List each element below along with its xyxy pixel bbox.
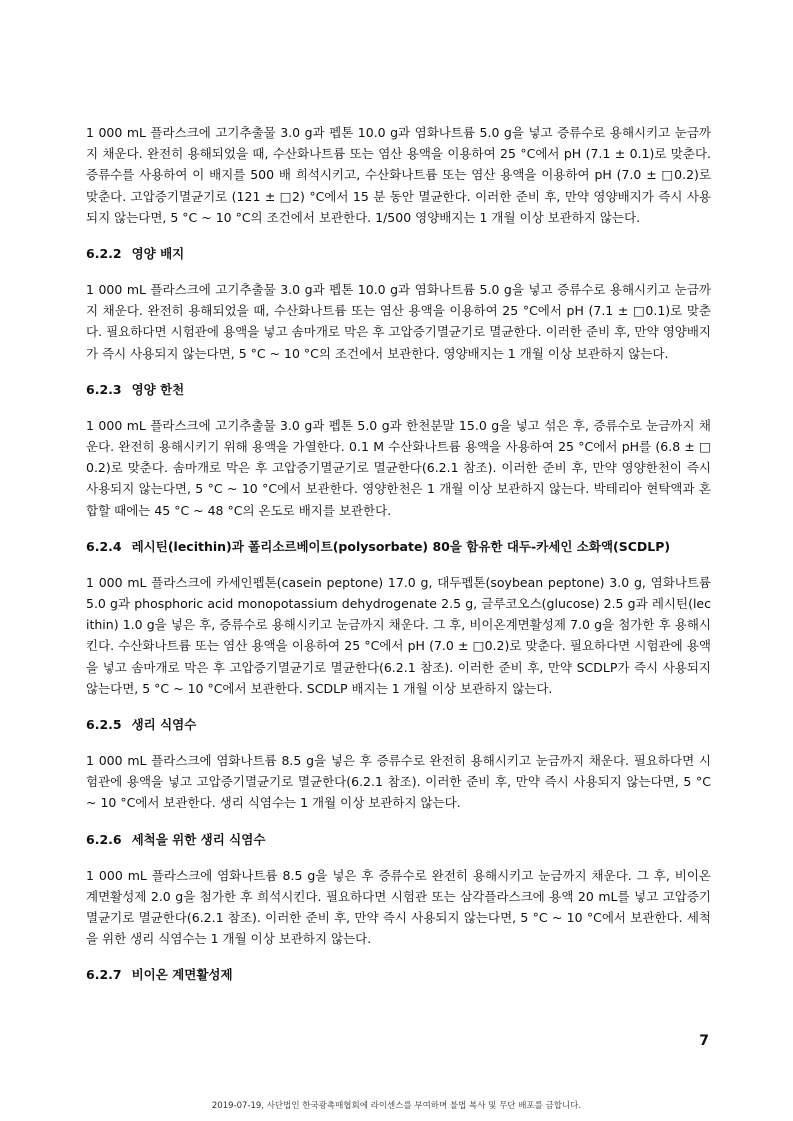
section-heading-6-2-4 <box>86 537 711 557</box>
section-title: 비이온 계면활성제 <box>131 967 233 983</box>
section-number: 6.2.5 <box>86 717 122 733</box>
section-title: 생리 식염수 <box>131 717 197 733</box>
section-title: 영양 배지 <box>131 246 185 262</box>
paragraph-physiological-saline: 1 000 mL 플라스크에 염화나트륨 8.5 g을 넣은 후 증류수로 완전히 용해시키고 눈금까지 채운다. 필요하다면 시험관에 용액을 넣고 고압증기멸균기로 멸균한다(6.2.1 참조). 이러한 준비 후, 만약 즉시 사용되지 않는다면, 5 °C ~ 10 °C에서 보관한다. 생리 식염수는 1 개월 이상 보관하지 않는다. <box>86 753 711 811</box>
section-title: 영양 한천 <box>131 381 185 397</box>
document-body <box>86 122 711 1000</box>
paragraph-washing-saline: 1 000 mL 플라스크에 염화나트륨 8.5 g을 넣은 후 증류수로 완전히 용해시키고 눈금까지 채운다. 그 후, 비이온 계면활성제 2.0 g을 첨가한 후 희석시킨다. 필요하다면 시험관 또는 삼각플라스크에 용액 20 mL를 넣고 고압증기멸균기로 멸균한다(6.2.1 참조). 이러한 준비 후, 만약 즉시 사용되지 않는다면, 5 °C ~ 10 °C에서 보관한다. 세척을 위한 생리 식염수는 1 개월 이상 보관하지 않는다. <box>86 867 711 947</box>
section-title: 세척을 위한 생리 식염수 <box>131 831 266 847</box>
section-number: 6.2.6 <box>86 831 122 847</box>
paragraph-nutrient-broth: 1 000 mL 플라스크에 고기추출물 3.0 g과 펩톤 10.0 g과 염화나트륨 5.0 g을 넣고 증류수로 용해시키고 눈금까지 채운다. 완전히 용해되었을 때, 수산화나트륨 또는 염산 용액을 이용하여 25 °C에서 pH (7.1 ± □0.1)로 맞춘다. 필요하다면 시험관에 용액을 넣고 솜마개로 막은 후 고압증기멸균기로 멸균한다. 이러한 준비 후, 만약 영양배지가 즉시 사용되지 않는다면, 5 °C ~ 10 °C의 조건에서 보관한다. 영양배지는 1 개월 이상 보관하지 않는다. <box>86 282 711 361</box>
section-number: 6.2.3 <box>86 381 122 397</box>
paragraph-scdlp: 1 000 mL 플라스크에 카세인펩톤(casein peptone) 17.0 g, 대두펩톤(soybean peptone) 3.0 g, 염화나트륨 5.0 g과 phosphoric acid monopotassium dehydrogenate 2.5 g, 글루코오스(glucose) 2.5 g과 레시틴(lecithin) 1.0 g을 넣은 후, 증류수로 용해시키고 눈금까지 채운다. 그 후, 비이온계면활성제 7.0 g을 첨가한 후 용해시킨다. 수산화나트륨 또는 염산 용액을 이용하여 25 °C에서 pH (7.0 ± □0.2)로 맞춘다. 필요하다면 시험관에 용액을 넣고 솜마개로 막은 후 고압증기멸균기로 멸균한다(6.2.1 참조). 이러한 준비 후, 만약 SCDLP가 즉시 사용되지 않는다면, 5 °C ~ 10 °C에서 보관한다. SCDLP 배지는 1 개월 이상 보관하지 않는다. <box>86 574 711 696</box>
section-number: 6.2.4 <box>86 538 122 554</box>
section-heading-6-2-7 <box>86 965 711 985</box>
section-heading-6-2-6 <box>86 830 711 850</box>
page-number: 7 <box>699 1033 709 1049</box>
section-title: 레시틴(lecithin)과 폴리소르베이트(polysorbate) 80을 함유한 대두-카세인 소화액(SCDLP) <box>131 538 671 554</box>
license-footer: 2019-07-19, 사단법인 한국광촉매협회에 라이센스를 부여하며 불법 복사 및 무단 배포를 금합니다. <box>211 1101 582 1111</box>
section-number: 6.2.2 <box>86 246 122 262</box>
paragraph-1-500-nutrient-broth: 1 000 mL 플라스크에 고기추출물 3.0 g과 펩톤 10.0 g과 염화나트륨 5.0 g을 넣고 증류수로 용해시키고 눈금까지 채운다. 완전히 용해되었을 때, 수산화나트륨 또는 염산 용액을 이용하여 25 °C에서 pH (7.1 ± 0.1)로 맞춘다. 증류수를 사용하여 이 배지를 500 배 희석시키고, 수산화나트륨 또는 염산 용액을 이용하여 pH (7.0 ± □0.2)로 맞춘다. 고압증기멸균기로 (121 ± □2) °C에서 15 분 동안 멸균한다. 이러한 준비 후, 만약 영양배지가 즉시 사용되지 않는다면, 5 °C ~ 10 °C의 조건에서 보관한다. 1/500 영양배지는 1 개월 이상 보관하지 않는다. <box>86 125 711 225</box>
section-heading-6-2-3 <box>86 380 711 400</box>
section-heading-6-2-2 <box>86 244 711 264</box>
paragraph-nutrient-agar: 1 000 mL 플라스크에 고기추출물 3.0 g과 펩톤 5.0 g과 한천분말 15.0 g을 넣고 섞은 후, 증류수로 눈금까지 채운다. 완전히 용해시키기 위해 용액을 가열한다. 0.1 M 수산화나트륨 용액을 사용하여 25 °C에서 pH를 (6.8 ± □0.2)로 맞춘다. 솜마개로 막은 후 고압증기멸균기로 멸균한다(6.2.1 참조). 이러한 준비 후, 만약 영양한천이 즉시 사용되지 않는다면, 5 °C ~ 10 °C에서 보관한다. 영양한천은 1 개월 이상 보관하지 않는다. 박테리아 현탁액과 혼합할 때에는 45 °C ~ 48 °C의 온도로 배지를 보관한다. <box>86 417 711 518</box>
section-number: 6.2.7 <box>86 967 122 983</box>
section-heading-6-2-5 <box>86 715 711 735</box>
